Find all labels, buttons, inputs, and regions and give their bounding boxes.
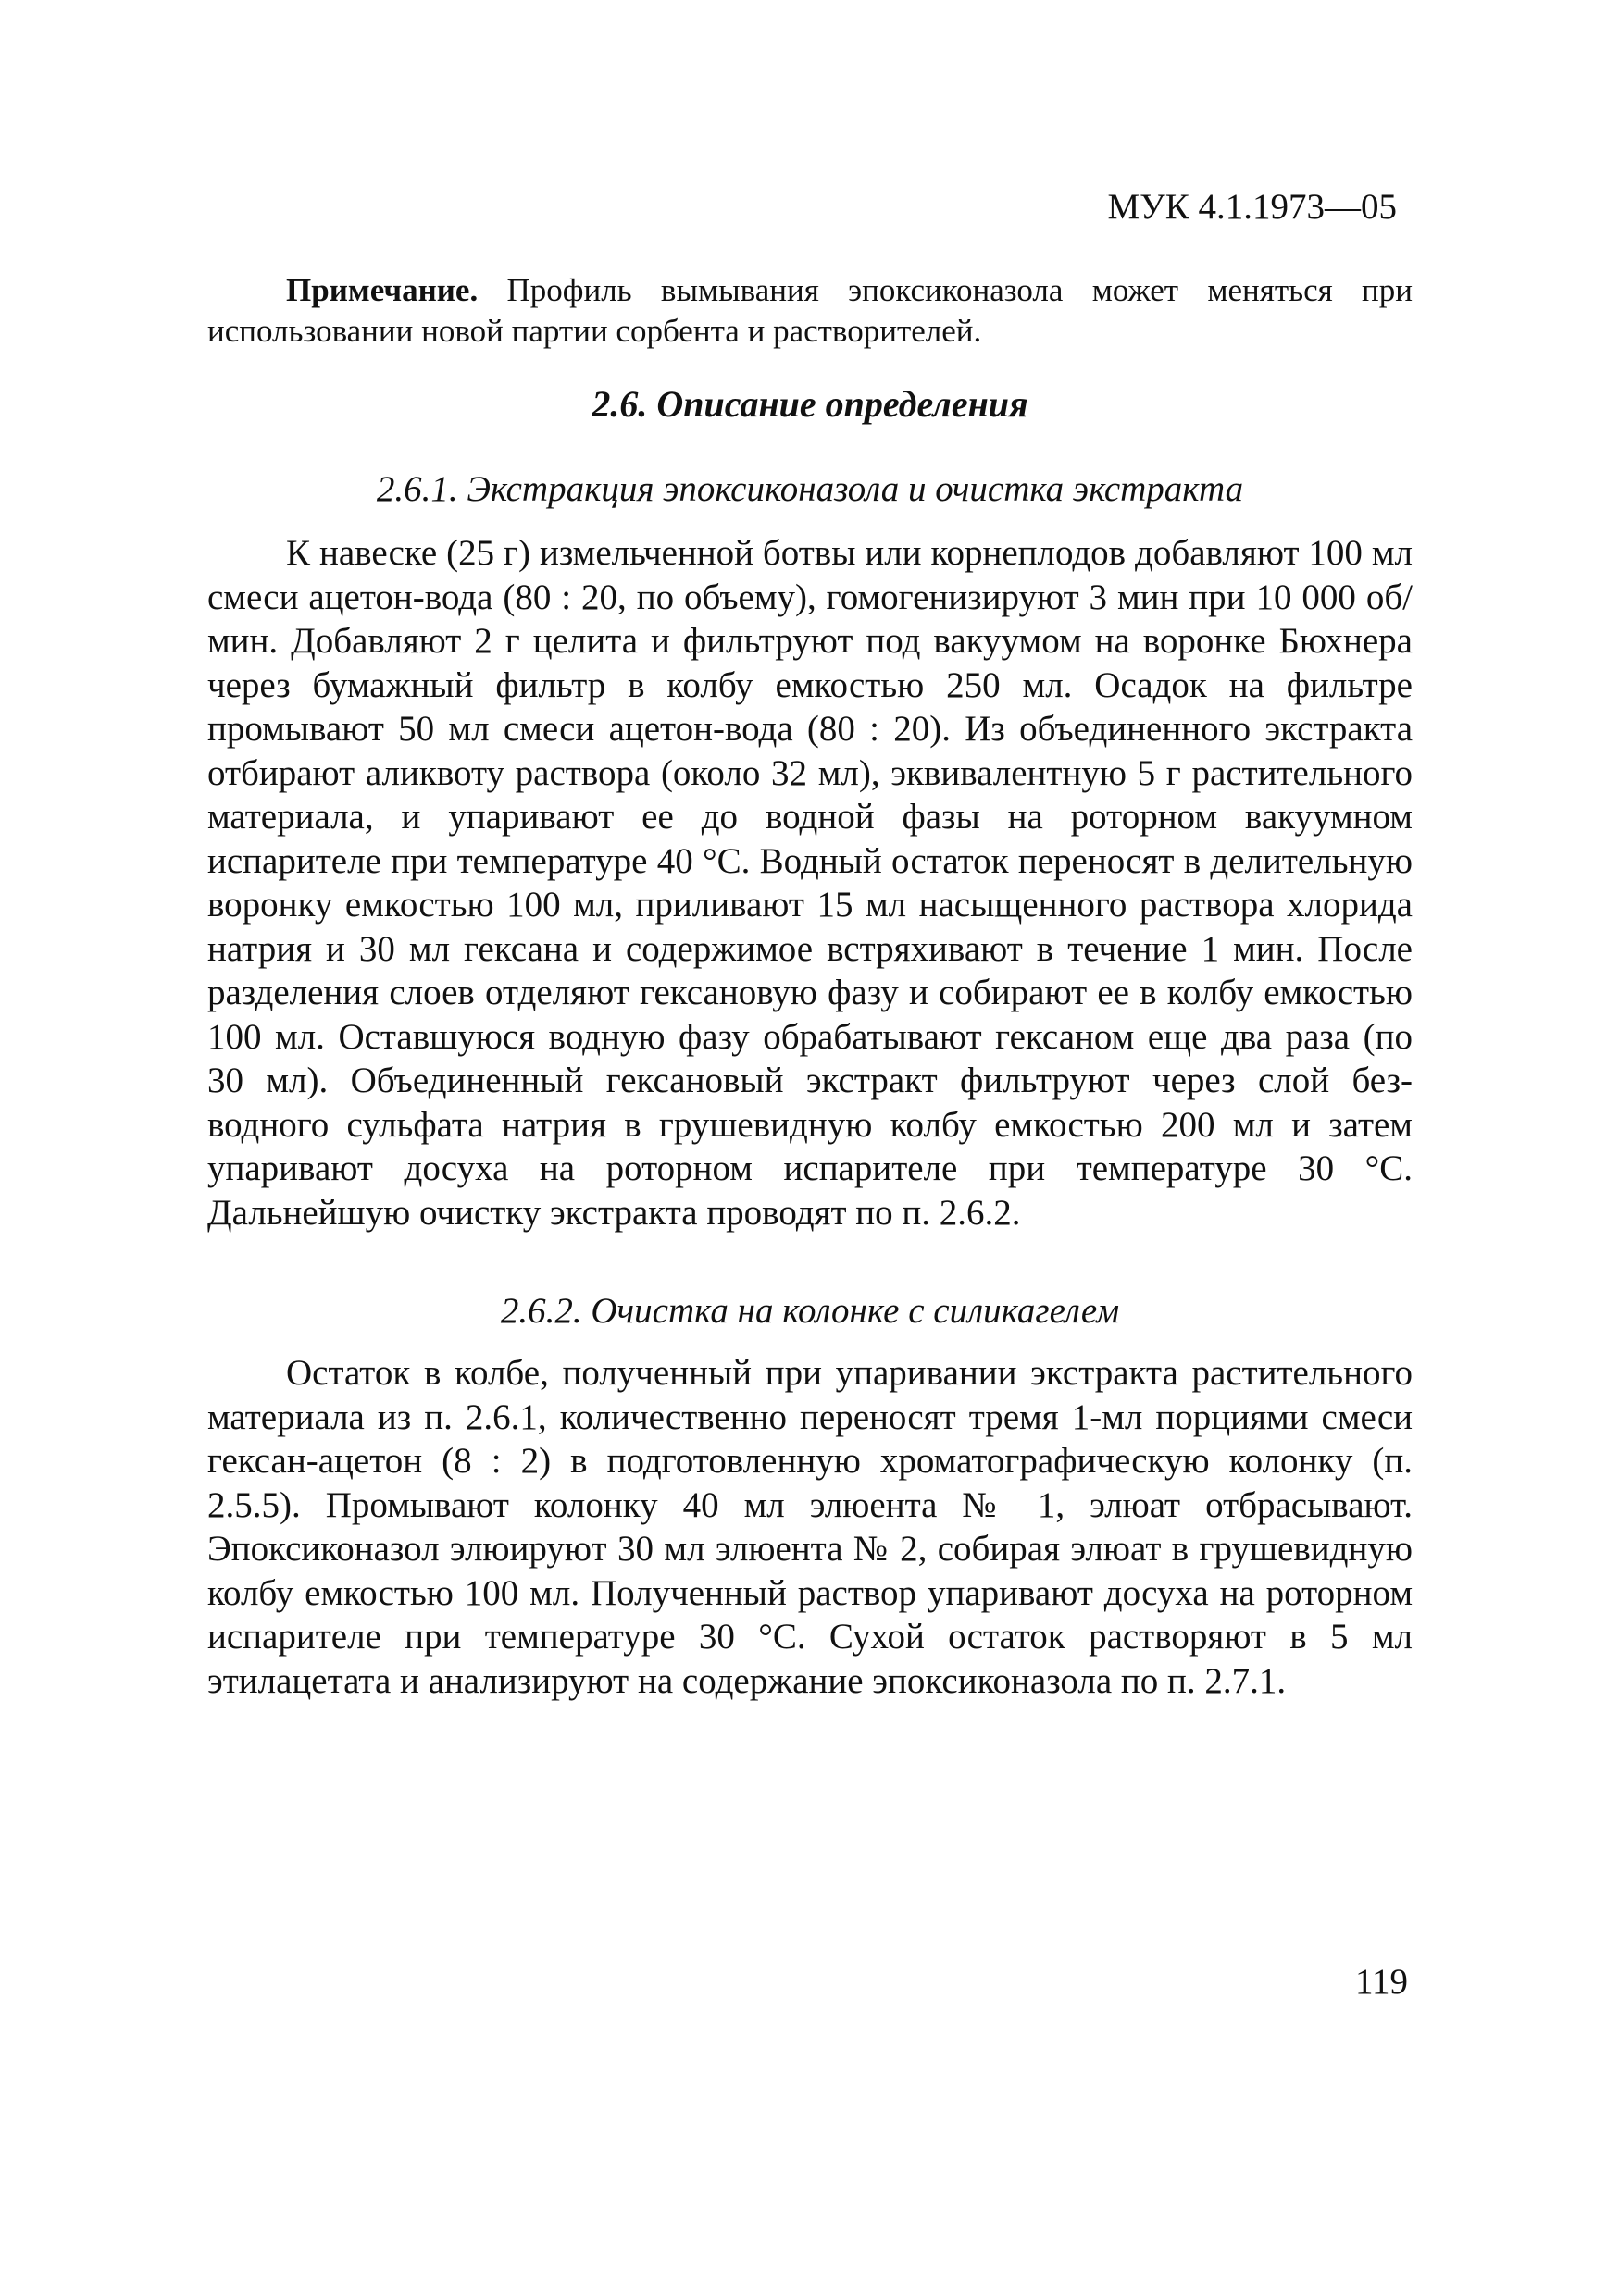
page-number: 119 xyxy=(1354,1962,1408,2002)
note-paragraph xyxy=(207,270,1413,352)
note-text: Профиль вымывания эпоксиконазола может меняться при использовании новой партии сорбента и растворителей. xyxy=(207,272,1413,349)
subsection-2-paragraph: Остаток в колбе, полученный при упаривании экстракта растительного материала из п. 2.6.1, количественно переносят тремя 1-мл порциями смеси гексан-ацетон (8 : 2) в подготовленную хроматографическую колонку (п. 2.5.5). Промывают колонку 40 мл элюента № 1, элюат отбрасывают. Эпоксиконазол элюируют 30 мл элюента № 2, собирая элюат в грушевидную колбу емкостью 100 мл. Полученный раствор упаривают досуха на роторном испарителе при температуре 30 °С. Сухой остаток растворяют в 5 мл этилацетата и анализируют на содержание эпоксиконазола по п. 2.7.1. xyxy=(207,1353,1413,1701)
subsection-2-title: 2.6.2. Очистка на колонке с силикагелем xyxy=(500,1291,1120,1331)
section-title: 2.6. Описание определения xyxy=(592,383,1028,425)
note-label: Примечание. xyxy=(286,272,479,308)
subsection-1-title: 2.6.1. Экстракция эпоксиконазола и очистка экстракта xyxy=(376,469,1244,509)
subsection-1-paragraph: К навеске (25 г) измельченной ботвы или корнеплодов добавляют 100 мл смеси ацетон-вода (80 : 20, по объему), гомогенизируют 3 мин при 10 000 об/мин. Добавляют 2 г целита и фильтруют под вакуумом на воронке Бюхнера через бумажный фильтр в колбу емкостью 250 мл. Осадок на фильтре промывают 50 мл смеси ацетон-вода (80 : 20). Из объединенного экстракта отбирают аликвоту раствора (около 32 мл), эквивалентную 5 г растительного материала, и упаривают ее до водной фазы на роторном вакуумном испарителе при температуре 40 °С. Водный остаток переносят в делительную воронку емкостью 100 мл, приливают 15 мл насыщенного раствора хлорида натрия и 30 мл гексана и содержимое встряхивают в течение 1 мин. После разделения слоев отделяют гексановую фазу и собирают ее в колбу емкостью 100 мл. Оставшуюся водную фазу обрабатывают гексаном еще два раза (по 30 мл). Объединенный гексановый экстракт фильтруют через слой безводного сульфата натрия в грушевидную колбу емкостью 200 мл и затем упаривают досуха на роторном испарителе при температуре 30 °С. Дальнейшую очистку экстракта проводят по п. 2.6.2. xyxy=(207,533,1413,1233)
document-code-header: МУК 4.1.1973—05 xyxy=(1107,187,1397,227)
